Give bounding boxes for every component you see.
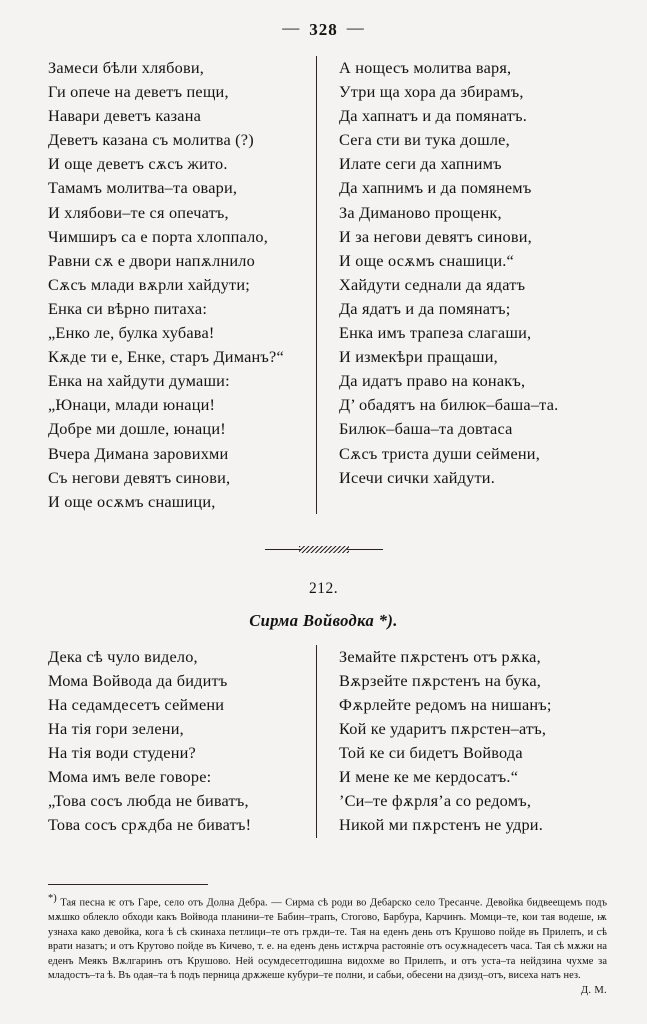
verse-line: Фѫрлейте редомъ на нишанъ; <box>339 694 552 714</box>
verse-line: Сѫсъ млади вѫрли хайдути; <box>48 274 250 294</box>
verse-line: Хайдути седнали да ядатъ <box>339 274 526 294</box>
verse-line: Тамамъ молитва–та овари, <box>48 178 238 198</box>
verse-line: Равни сѫ е двори напѫлнило <box>48 250 255 270</box>
verse-line: Енка на хайдути думаши: <box>48 371 230 391</box>
song-211-left-column <box>48 56 316 514</box>
verse-line: Той ке си бидетъ Войвода <box>339 743 523 763</box>
verse-line: И измекѣри пращаши, <box>339 347 498 367</box>
verse-line: Кой ке ударитъ пѫрстен–атъ, <box>339 719 547 739</box>
verse-line: И още осѫмъ снашици.“ <box>339 250 514 270</box>
verse-line: Енка си вѣрно питаха: <box>48 298 208 318</box>
section-divider-ornament <box>0 540 647 554</box>
verse-line: Вчера Димана заровихми <box>48 443 229 463</box>
song-212-left-column <box>48 645 316 838</box>
verse-line: Кѫде ти е, Енке, старъ Диманъ?“ <box>48 347 284 367</box>
verse-line: Сѫсъ триста души сеймени, <box>339 443 540 463</box>
verse-line: Билюк–баша–та довтаса <box>339 419 513 439</box>
verse-line: Сега сти ви тука дошле, <box>339 130 510 150</box>
verse-line: Дека сѣ чуло видело, <box>48 646 198 666</box>
page-number-dash-left: — <box>282 18 301 37</box>
verse-line: Деветъ казана съ молитва (?) <box>48 130 254 150</box>
verse-line: На седамдесетъ сеймени <box>48 694 225 714</box>
verse-line: Ги опече на деветъ пещи, <box>48 82 229 102</box>
verse-line: Замеси бѣли хлябови, <box>48 58 205 77</box>
verse-line: Това сосъ срѫдба не биватъ! <box>48 815 252 835</box>
verse-line: И хлябови–те ся опечатъ, <box>48 202 229 222</box>
footnote-marker: *) <box>48 892 57 904</box>
verse-line: Вѫрзейте пѫрстенъ на бука, <box>339 670 542 690</box>
footnote-text: Тая песна ѥ отъ Гаре, село отъ Долна Дебра. — Сирма сѣ роди во Дебарско село Тресанче. Девойка бидвеещемъ подъ мѫшко облекло обходи какъ Войвода планини–те Бабин–трапъ, Стогово, Барбура, Карчинъ. Момци–те, кои тая водеше, ѭ узнаха како девойка, кога ѣ сѣ скинаха петлици–те отъ грѫди–те. Тая на еденъ день отъ Крушово пойде въ Прилепъ, и сѣ врати назатъ; и отъ Крутово пойде въ Кичево, т. е. на еденъ день истѫрча растояніе отъ осуѫнадесетъ часа. Тая сѣ мѫжи на еденъ Меякъ Вѫлгаринъ отъ Крушово. Ней осумдесетгодишна видохме во Прилепъ, и отъ уста–та нейдзина чухме за младостъ–та ѣ. Въ одая–та ѣ подъ перница дрѫжеше кубури–те полни, и сабьи, обесени на дзизд–отъ, висеха натъ нез. <box>48 897 607 982</box>
verse-line: И още деветъ сѫсъ жито. <box>48 154 228 174</box>
verse-line: И за негови девятъ синови, <box>339 226 532 246</box>
song-211-verse-block <box>0 56 647 514</box>
verse-line: Исечи сички хайдути. <box>339 467 495 487</box>
verse-line: Енка имъ трапеза слагаши, <box>339 323 532 343</box>
page-header <box>0 0 647 40</box>
verse-line: И още осѫмъ снашици, <box>48 491 216 511</box>
page-number: 328 <box>309 20 338 39</box>
verse-line: Земайте пѫрстенъ отъ рѫка, <box>339 646 541 666</box>
verse-line: Никой ми пѫрстенъ не удри. <box>339 815 543 835</box>
verse-line: А нощесъ молитва варя, <box>339 58 512 77</box>
song-212-number: 212. <box>308 579 339 597</box>
verse-line: Съ негови девятъ синови, <box>48 467 231 487</box>
song-212-verse-block <box>0 645 647 838</box>
verse-line: Чимширъ са е порта хлоппало, <box>48 226 269 246</box>
verse-line: И мене ке ме кердосатъ.“ <box>339 767 519 787</box>
footnote-region <box>0 884 647 996</box>
verse-line: Мома Войвода да бидитъ <box>48 670 228 690</box>
song-212-right-column <box>316 645 602 838</box>
verse-line: Утри ща хора да збирамъ, <box>339 82 524 102</box>
footnote-signature: Д. М. <box>580 985 607 996</box>
ornament-zigzag <box>299 546 349 553</box>
song-211-right-column <box>316 56 602 514</box>
footnote-block <box>48 892 607 984</box>
verse-line: Да ядатъ и да помянатъ; <box>339 298 511 318</box>
verse-line: На тія води студени? <box>48 743 196 763</box>
verse-line: Д’ обадятъ на билюк–баша–та. <box>339 395 559 415</box>
song-212-title: Сирма Войводка *). <box>249 610 398 630</box>
verse-line: Добре ми дошле, юнаци! <box>48 419 226 439</box>
page-number-dash-right: — <box>346 18 365 37</box>
verse-line: „Енко ле, булка хубава! <box>48 323 215 343</box>
verse-line: На тія гори зелени, <box>48 719 184 739</box>
verse-line: Да хапнимъ и да помянемъ <box>339 178 532 198</box>
verse-line: Илате сеги да хапнимъ <box>339 154 502 174</box>
verse-line: „Юнаци, млади юнаци! <box>48 395 216 415</box>
verse-line: Да хапнатъ и да помянатъ. <box>339 106 527 126</box>
footnote-separator-rule <box>48 884 208 885</box>
footnote-paragraph <box>48 892 607 984</box>
verse-line: За Диманово прощенк, <box>339 202 502 222</box>
verse-line: Мома имъ веле говоре: <box>48 767 212 787</box>
ornament-inner <box>265 546 383 553</box>
verse-line: Навари деветъ казана <box>48 106 202 126</box>
verse-line: „Това сосъ любда не биватъ, <box>48 791 249 811</box>
verse-line: ’Си–те фѫрля’а со редомъ, <box>339 791 532 811</box>
verse-line: Да идатъ право на конакъ, <box>339 371 526 391</box>
